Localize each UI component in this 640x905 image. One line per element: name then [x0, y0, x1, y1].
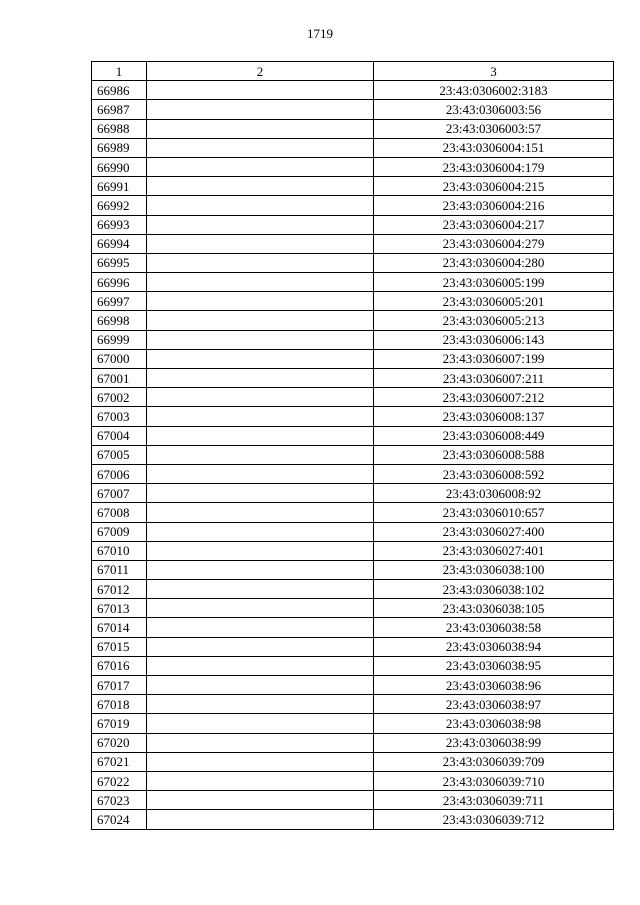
cadastral-number-cell: 23:43:0306004:280 — [374, 253, 614, 272]
row-number-cell: 66999 — [92, 330, 147, 349]
cadastral-number-cell: 23:43:0306005:199 — [374, 273, 614, 292]
cadastral-number-cell: 23:43:0306038:102 — [374, 580, 614, 599]
table-row — [92, 656, 614, 675]
row-number-cell: 67008 — [92, 503, 147, 522]
row-number-cell: 67018 — [92, 695, 147, 714]
cadastral-number-cell: 23:43:0306008:137 — [374, 407, 614, 426]
table-row — [92, 503, 614, 522]
row-empty-cell — [147, 733, 374, 752]
row-empty-cell — [147, 637, 374, 656]
row-number-cell: 67012 — [92, 580, 147, 599]
row-empty-cell — [147, 580, 374, 599]
row-number-cell: 67003 — [92, 407, 147, 426]
registry-table — [91, 61, 614, 830]
row-empty-cell — [147, 560, 374, 579]
table-row — [92, 714, 614, 733]
row-number-cell: 67024 — [92, 810, 147, 829]
cadastral-number-cell: 23:43:0306027:400 — [374, 522, 614, 541]
table-header-row — [92, 62, 614, 81]
row-number-cell: 66997 — [92, 292, 147, 311]
row-empty-cell — [147, 81, 374, 100]
table-row — [92, 330, 614, 349]
table-row — [92, 311, 614, 330]
table-row — [92, 580, 614, 599]
cadastral-number-cell: 23:43:0306002:3183 — [374, 81, 614, 100]
cadastral-number-cell: 23:43:0306027:401 — [374, 541, 614, 560]
row-empty-cell — [147, 311, 374, 330]
cadastral-number-cell: 23:43:0306039:711 — [374, 791, 614, 810]
row-empty-cell — [147, 656, 374, 675]
column-header-2: 2 — [147, 62, 374, 81]
row-empty-cell — [147, 676, 374, 695]
table-row — [92, 369, 614, 388]
cadastral-number-cell: 23:43:0306007:212 — [374, 388, 614, 407]
cadastral-number-cell: 23:43:0306039:709 — [374, 752, 614, 771]
cadastral-number-cell: 23:43:0306004:179 — [374, 157, 614, 176]
row-number-cell: 67000 — [92, 349, 147, 368]
row-empty-cell — [147, 157, 374, 176]
cadastral-number-cell: 23:43:0306008:592 — [374, 464, 614, 483]
table-row — [92, 445, 614, 464]
row-empty-cell — [147, 253, 374, 272]
cadastral-number-cell: 23:43:0306039:712 — [374, 810, 614, 829]
row-empty-cell — [147, 388, 374, 407]
cadastral-number-cell: 23:43:0306038:96 — [374, 676, 614, 695]
row-number-cell: 67007 — [92, 484, 147, 503]
table-row — [92, 196, 614, 215]
table-row — [92, 177, 614, 196]
table-row — [92, 426, 614, 445]
row-number-cell: 67004 — [92, 426, 147, 445]
table-row — [92, 771, 614, 790]
row-empty-cell — [147, 541, 374, 560]
table-row — [92, 695, 614, 714]
table-row — [92, 292, 614, 311]
table-row — [92, 752, 614, 771]
row-number-cell: 67014 — [92, 618, 147, 637]
row-number-cell: 66996 — [92, 273, 147, 292]
cadastral-number-cell: 23:43:0306004:151 — [374, 138, 614, 157]
row-number-cell: 67006 — [92, 464, 147, 483]
cadastral-number-cell: 23:43:0306008:92 — [374, 484, 614, 503]
cadastral-number-cell: 23:43:0306006:143 — [374, 330, 614, 349]
row-empty-cell — [147, 119, 374, 138]
table-row — [92, 791, 614, 810]
row-empty-cell — [147, 522, 374, 541]
row-empty-cell — [147, 177, 374, 196]
row-empty-cell — [147, 292, 374, 311]
row-number-cell: 66995 — [92, 253, 147, 272]
row-empty-cell — [147, 503, 374, 522]
table-row — [92, 388, 614, 407]
row-empty-cell — [147, 752, 374, 771]
row-empty-cell — [147, 791, 374, 810]
table-row — [92, 560, 614, 579]
row-empty-cell — [147, 100, 374, 119]
row-number-cell: 67001 — [92, 369, 147, 388]
row-number-cell: 66992 — [92, 196, 147, 215]
cadastral-number-cell: 23:43:0306004:216 — [374, 196, 614, 215]
row-number-cell: 66994 — [92, 234, 147, 253]
row-empty-cell — [147, 464, 374, 483]
row-number-cell: 67020 — [92, 733, 147, 752]
table-row — [92, 676, 614, 695]
row-number-cell: 66993 — [92, 215, 147, 234]
row-number-cell: 67011 — [92, 560, 147, 579]
row-number-cell: 67021 — [92, 752, 147, 771]
row-number-cell: 66986 — [92, 81, 147, 100]
row-number-cell: 67022 — [92, 771, 147, 790]
cadastral-number-cell: 23:43:0306008:588 — [374, 445, 614, 464]
table-row — [92, 637, 614, 656]
cadastral-number-cell: 23:43:0306038:98 — [374, 714, 614, 733]
row-number-cell: 66989 — [92, 138, 147, 157]
table-row — [92, 215, 614, 234]
row-empty-cell — [147, 445, 374, 464]
row-empty-cell — [147, 484, 374, 503]
cadastral-number-cell: 23:43:0306010:657 — [374, 503, 614, 522]
table-row — [92, 119, 614, 138]
row-number-cell: 67005 — [92, 445, 147, 464]
row-empty-cell — [147, 407, 374, 426]
row-empty-cell — [147, 618, 374, 637]
row-empty-cell — [147, 695, 374, 714]
cadastral-number-cell: 23:43:0306004:215 — [374, 177, 614, 196]
cadastral-number-cell: 23:43:0306038:97 — [374, 695, 614, 714]
cadastral-number-cell: 23:43:0306039:710 — [374, 771, 614, 790]
table-row — [92, 484, 614, 503]
row-number-cell: 66991 — [92, 177, 147, 196]
row-empty-cell — [147, 196, 374, 215]
row-empty-cell — [147, 234, 374, 253]
cadastral-number-cell: 23:43:0306038:100 — [374, 560, 614, 579]
row-number-cell: 67002 — [92, 388, 147, 407]
page-number: 1719 — [307, 26, 333, 41]
row-empty-cell — [147, 599, 374, 618]
table-row — [92, 81, 614, 100]
row-number-cell: 67017 — [92, 676, 147, 695]
row-number-cell: 66990 — [92, 157, 147, 176]
row-empty-cell — [147, 138, 374, 157]
row-number-cell: 67009 — [92, 522, 147, 541]
row-number-cell: 67015 — [92, 637, 147, 656]
row-empty-cell — [147, 349, 374, 368]
column-header-3: 3 — [374, 62, 614, 81]
table-row — [92, 541, 614, 560]
table-row — [92, 810, 614, 829]
cadastral-number-cell: 23:43:0306038:94 — [374, 637, 614, 656]
cadastral-number-cell: 23:43:0306008:449 — [374, 426, 614, 445]
row-empty-cell — [147, 810, 374, 829]
cadastral-number-cell: 23:43:0306007:211 — [374, 369, 614, 388]
row-empty-cell — [147, 714, 374, 733]
registry-table-body — [92, 62, 614, 830]
cadastral-number-cell: 23:43:0306038:58 — [374, 618, 614, 637]
row-number-cell: 67023 — [92, 791, 147, 810]
cadastral-number-cell: 23:43:0306005:201 — [374, 292, 614, 311]
row-empty-cell — [147, 369, 374, 388]
table-row — [92, 138, 614, 157]
row-empty-cell — [147, 330, 374, 349]
table-row — [92, 618, 614, 637]
cadastral-number-cell: 23:43:0306038:95 — [374, 656, 614, 675]
row-number-cell: 66987 — [92, 100, 147, 119]
table-row — [92, 100, 614, 119]
row-number-cell: 67010 — [92, 541, 147, 560]
cadastral-number-cell: 23:43:0306003:57 — [374, 119, 614, 138]
table-row — [92, 464, 614, 483]
cadastral-number-cell: 23:43:0306004:217 — [374, 215, 614, 234]
row-empty-cell — [147, 426, 374, 445]
row-number-cell: 66988 — [92, 119, 147, 138]
row-number-cell: 66998 — [92, 311, 147, 330]
table-row — [92, 407, 614, 426]
row-number-cell: 67019 — [92, 714, 147, 733]
cadastral-number-cell: 23:43:0306003:56 — [374, 100, 614, 119]
row-empty-cell — [147, 771, 374, 790]
table-row — [92, 273, 614, 292]
table-row — [92, 234, 614, 253]
row-number-cell: 67016 — [92, 656, 147, 675]
cadastral-number-cell: 23:43:0306004:279 — [374, 234, 614, 253]
cadastral-number-cell: 23:43:0306005:213 — [374, 311, 614, 330]
cadastral-number-cell: 23:43:0306038:105 — [374, 599, 614, 618]
table-row — [92, 599, 614, 618]
column-header-1: 1 — [92, 62, 147, 81]
table-row — [92, 157, 614, 176]
table-row — [92, 733, 614, 752]
row-empty-cell — [147, 273, 374, 292]
cadastral-number-cell: 23:43:0306038:99 — [374, 733, 614, 752]
table-row — [92, 253, 614, 272]
table-row — [92, 522, 614, 541]
row-number-cell: 67013 — [92, 599, 147, 618]
row-empty-cell — [147, 215, 374, 234]
cadastral-number-cell: 23:43:0306007:199 — [374, 349, 614, 368]
table-row — [92, 349, 614, 368]
